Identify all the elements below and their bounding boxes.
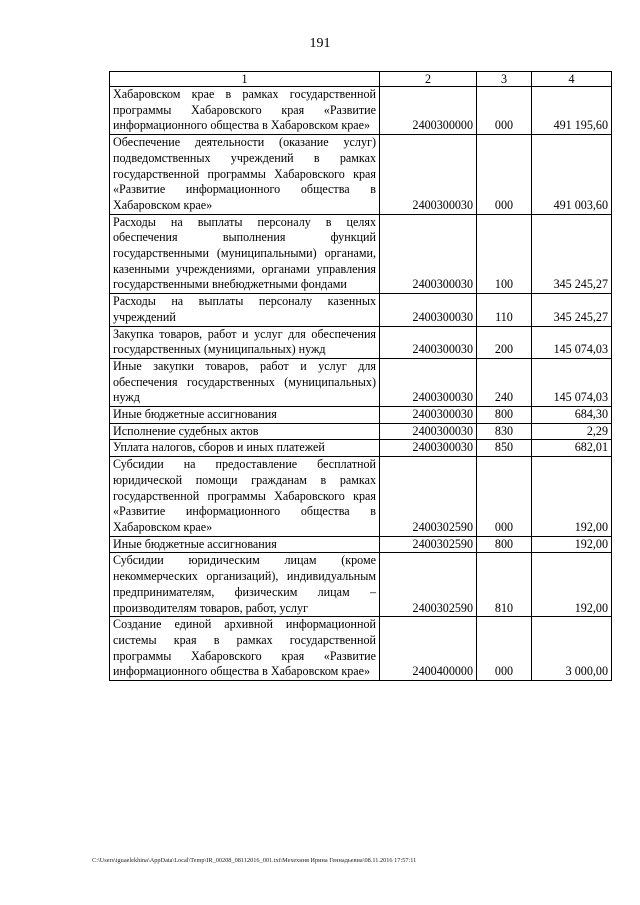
row-code-cell: 2400400000	[380, 617, 477, 681]
row-amount-cell: 682,01	[532, 440, 612, 457]
table-row	[110, 135, 612, 215]
table-row	[110, 553, 612, 617]
table-row	[110, 214, 612, 294]
row-type-cell: 800	[477, 407, 532, 424]
header-col-2: 2	[380, 72, 477, 87]
row-code-cell: 2400300030	[380, 440, 477, 457]
header-col-3: 3	[477, 72, 532, 87]
row-name-cell: Субсидии на предоставление бесплатной юридической помощи гражданам в рамках государственной программы Хабаровского края «Развитие информационного общества в Хабаровском крае»	[110, 457, 380, 537]
table-row	[110, 536, 612, 553]
row-amount-cell: 491 003,60	[532, 135, 612, 215]
row-amount-cell: 491 195,60	[532, 87, 612, 135]
row-name-cell: Закупка товаров, работ и услуг для обеспечения государственных (муниципальных) нужд	[110, 326, 380, 358]
row-type-cell: 100	[477, 214, 532, 294]
row-code-cell: 2400300030	[380, 407, 477, 424]
row-amount-cell: 2,29	[532, 423, 612, 440]
row-name-cell: Расходы на выплаты персоналу в целях обеспечения выполнения функций государственными (муниципальными) органами, казенными учреждениями, органами управления государственными внебюджетными фондами	[110, 214, 380, 294]
row-name-cell: Хабаровском крае в рамках государственной программы Хабаровского края «Развитие информационного общества в Хабаровском крае»	[110, 87, 380, 135]
row-name-cell: Иные бюджетные ассигнования	[110, 407, 380, 424]
row-code-cell: 2400300030	[380, 294, 477, 326]
row-code-cell: 2400300030	[380, 358, 477, 406]
row-code-cell: 2400300030	[380, 214, 477, 294]
table-row	[110, 407, 612, 424]
budget-table	[109, 71, 612, 681]
row-amount-cell: 192,00	[532, 457, 612, 537]
row-amount-cell: 192,00	[532, 553, 612, 617]
row-type-cell: 000	[477, 617, 532, 681]
table-row	[110, 617, 612, 681]
row-type-cell: 000	[477, 135, 532, 215]
row-amount-cell: 145 074,03	[532, 358, 612, 406]
table-header-row	[110, 72, 612, 87]
row-name-cell: Субсидии юридическим лицам (кроме некоммерческих организаций), индивидуальным предпринимателям, физическим лицам – производителям товаров, работ, услуг	[110, 553, 380, 617]
row-name-cell: Исполнение судебных актов	[110, 423, 380, 440]
row-name-cell: Иные закупки товаров, работ и услуг для обеспечения государственных (муниципальных) нужд	[110, 358, 380, 406]
row-type-cell: 200	[477, 326, 532, 358]
row-type-cell: 800	[477, 536, 532, 553]
row-type-cell: 000	[477, 87, 532, 135]
header-col-4: 4	[532, 72, 612, 87]
row-code-cell: 2400302590	[380, 536, 477, 553]
footer-file-path: C:\Users\iguaelekhina\AppData\Local\Temp\IR_00208_08112016_001.txt\Мехехиня Ирина Геннадьевна\08.11.2016 17:57:11	[92, 857, 417, 864]
row-type-cell: 110	[477, 294, 532, 326]
row-amount-cell: 345 245,27	[532, 294, 612, 326]
table-row	[110, 423, 612, 440]
row-name-cell: Иные бюджетные ассигнования	[110, 536, 380, 553]
table-row	[110, 358, 612, 406]
row-code-cell: 2400302590	[380, 457, 477, 537]
row-code-cell: 2400302590	[380, 553, 477, 617]
table-row	[110, 457, 612, 537]
table-row	[110, 326, 612, 358]
row-code-cell: 2400300030	[380, 135, 477, 215]
row-amount-cell: 684,30	[532, 407, 612, 424]
row-amount-cell: 3 000,00	[532, 617, 612, 681]
row-type-cell: 240	[477, 358, 532, 406]
row-name-cell: Обеспечение деятельности (оказание услуг) подведомственных учреждений в рамках государственной программы Хабаровского края «Развитие информационного общества в Хабаровском крае»	[110, 135, 380, 215]
row-type-cell: 850	[477, 440, 532, 457]
row-name-cell: Создание единой архивной информационной системы края в рамках государственной программы Хабаровского края «Развитие информационного общества в Хабаровском крае»	[110, 617, 380, 681]
table-row	[110, 294, 612, 326]
row-name-cell: Расходы на выплаты персоналу казенных учреждений	[110, 294, 380, 326]
table-row	[110, 440, 612, 457]
row-code-cell: 2400300030	[380, 423, 477, 440]
table-row	[110, 87, 612, 135]
row-code-cell: 2400300000	[380, 87, 477, 135]
row-name-cell: Уплата налогов, сборов и иных платежей	[110, 440, 380, 457]
header-col-1: 1	[110, 72, 380, 87]
row-amount-cell: 192,00	[532, 536, 612, 553]
row-type-cell: 810	[477, 553, 532, 617]
row-type-cell: 000	[477, 457, 532, 537]
row-amount-cell: 145 074,03	[532, 326, 612, 358]
page-number: 191	[309, 36, 331, 51]
row-amount-cell: 345 245,27	[532, 214, 612, 294]
row-code-cell: 2400300030	[380, 326, 477, 358]
row-type-cell: 830	[477, 423, 532, 440]
